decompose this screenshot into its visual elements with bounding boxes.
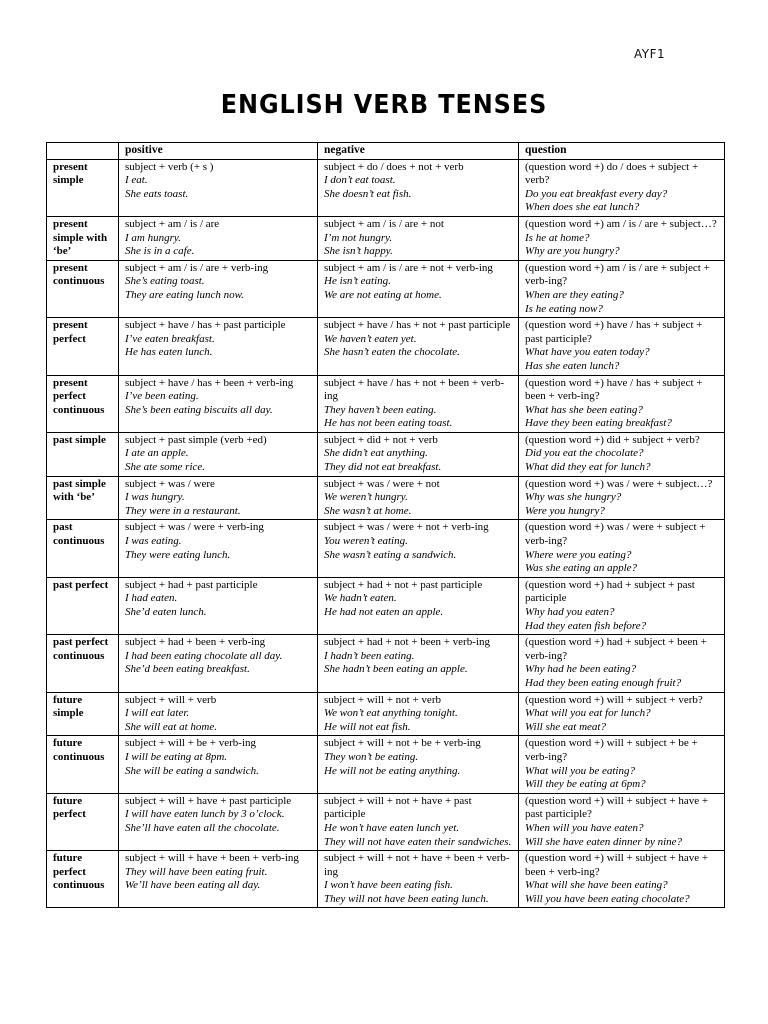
question-formula: (question word +) will + subject + be + verb-ing?	[525, 737, 698, 763]
positive-cell	[119, 318, 318, 375]
negative-formula: subject + did + not + verb	[324, 433, 438, 446]
negative-example: He has not been eating toast.	[324, 417, 453, 430]
negative-example: We weren’t hungry.	[324, 491, 408, 504]
positive-formula: subject + am / is / are + verb-ing	[125, 261, 269, 274]
positive-example: She ate some rice.	[125, 461, 206, 474]
header-row	[47, 143, 725, 160]
negative-formula: subject + have / has + not + been + verb-ing	[324, 376, 504, 403]
question-cell	[519, 260, 725, 317]
positive-cell	[119, 793, 318, 850]
negative-example: He isn’t eating.	[324, 275, 391, 288]
question-formula: (question word +) will + subject + have + been + verb-ing?	[525, 852, 709, 878]
positive-cell	[119, 577, 318, 634]
question-example: What will she have been eating?	[525, 879, 668, 892]
question-formula: (question word +) will + subject + verb?	[525, 693, 703, 706]
tense-name: future simple	[47, 692, 119, 736]
question-example: Will they be eating at 6pm?	[525, 778, 646, 791]
question-example: Why are you hungry?	[525, 245, 620, 258]
negative-formula: subject + will + not + be + verb-ing	[324, 737, 481, 750]
header-tense	[47, 143, 119, 160]
positive-cell	[119, 476, 318, 520]
header-question: question	[519, 143, 725, 160]
table-row	[47, 736, 725, 793]
question-example: Have they been eating breakfast?	[525, 417, 672, 430]
question-cell	[519, 851, 725, 908]
positive-cell	[119, 260, 318, 317]
question-example: Where were you eating?	[525, 548, 632, 561]
positive-example: He has eaten lunch.	[125, 346, 213, 359]
positive-example: I ate an apple.	[125, 447, 189, 460]
positive-example: She’s eating toast.	[125, 275, 205, 288]
negative-example: We hadn’t eaten.	[324, 592, 397, 605]
negative-formula: subject + had + not + past participle	[324, 578, 483, 591]
question-example: Is he at home?	[525, 231, 590, 244]
negative-cell	[318, 577, 519, 634]
question-example: Do you eat breakfast every day?	[525, 187, 668, 200]
tense-name: present perfect	[47, 318, 119, 375]
positive-example: They were eating lunch.	[125, 548, 231, 561]
positive-example: We’ll have been eating all day.	[125, 879, 261, 892]
negative-formula: subject + am / is / are + not + verb-ing	[324, 261, 493, 274]
question-cell	[519, 375, 725, 432]
table-row	[47, 793, 725, 850]
question-cell	[519, 216, 725, 260]
negative-cell	[318, 318, 519, 375]
question-example: Were you hungry?	[525, 504, 605, 517]
positive-example: I will be eating at 8pm.	[125, 750, 228, 763]
negative-example: I hadn’t been eating.	[324, 649, 415, 662]
negative-example: We haven’t eaten yet.	[324, 332, 417, 345]
question-formula: (question word +) will + subject + have + past participle?	[525, 794, 709, 821]
page-title: ENGLISH VERB TENSES	[220, 90, 548, 120]
positive-example: I am hungry.	[125, 231, 181, 244]
positive-example: I will have eaten lunch by 3 o’clock.	[125, 808, 285, 821]
negative-example: He will not eat fish.	[324, 720, 411, 733]
tense-name: past simple	[47, 432, 119, 476]
positive-example: I was eating.	[125, 535, 182, 548]
document-id-label: AYF1	[634, 47, 666, 61]
negative-example: She hasn’t eaten the chocolate.	[324, 346, 460, 359]
tense-name: future perfect continuous	[47, 851, 119, 908]
positive-example: She will eat at home.	[125, 720, 217, 733]
negative-example: You weren’t eating.	[324, 535, 408, 548]
question-formula: (question word +) was / were + subject + verb-ing?	[525, 521, 706, 548]
question-cell	[519, 736, 725, 793]
question-formula: (question word +) do / does + subject + verb?	[525, 160, 699, 187]
table-row	[47, 432, 725, 476]
question-formula: (question word +) am / is / are + subject…?	[525, 217, 717, 230]
negative-formula: subject + had + not + been + verb-ing	[324, 636, 490, 649]
question-cell	[519, 318, 725, 375]
negative-example: We won’t eat anything tonight.	[324, 707, 458, 720]
negative-cell	[318, 476, 519, 520]
question-example: Why had you eaten?	[525, 606, 615, 618]
tense-name: past continuous	[47, 520, 119, 577]
tense-name: present simple	[47, 159, 119, 216]
negative-example: She wasn’t at home.	[324, 504, 412, 517]
positive-example: They were in a restaurant.	[125, 504, 241, 517]
negative-cell	[318, 736, 519, 793]
question-cell	[519, 577, 725, 634]
question-example: Why had he been eating?	[525, 663, 637, 676]
negative-example: He will not be eating anything.	[324, 764, 461, 777]
table-row	[47, 216, 725, 260]
positive-cell	[119, 375, 318, 432]
question-example: Will she have eaten dinner by nine?	[525, 835, 683, 848]
positive-example: I’ve eaten breakfast.	[125, 332, 215, 345]
negative-cell	[318, 692, 519, 736]
negative-example: He won’t have eaten lunch yet.	[324, 821, 460, 834]
negative-example: They will not have eaten their sandwiches.	[324, 835, 512, 848]
positive-formula: subject + past simple (verb +ed)	[125, 433, 267, 446]
tense-name: past simple with ‘be’	[47, 476, 119, 520]
negative-formula: subject + will + not + verb	[324, 693, 441, 706]
question-formula: (question word +) have / has + subject + been + verb-ing?	[525, 376, 703, 403]
question-cell	[519, 692, 725, 736]
positive-example: I had eaten.	[125, 592, 178, 605]
question-example: What will you be eating?	[525, 764, 635, 777]
positive-formula: subject + will + have + past participle	[125, 794, 292, 807]
positive-example: I’ve been eating.	[125, 390, 199, 403]
tense-name: present perfect continuous	[47, 375, 119, 432]
question-cell	[519, 159, 725, 216]
positive-formula: subject + was / were	[125, 477, 215, 490]
positive-cell	[119, 635, 318, 692]
negative-example: We are not eating at home.	[324, 288, 442, 301]
negative-example: She didn’t eat anything.	[324, 447, 428, 460]
positive-formula: subject + was / were + verb-ing	[125, 521, 264, 534]
negative-cell	[318, 793, 519, 850]
question-cell	[519, 476, 725, 520]
negative-cell	[318, 260, 519, 317]
question-example: Is he eating now?	[525, 302, 603, 315]
tense-name: past perfect	[47, 577, 119, 634]
positive-example: She eats toast.	[125, 187, 189, 200]
question-formula: (question word +) was / were + subject…?	[525, 477, 713, 490]
positive-cell	[119, 159, 318, 216]
negative-example: They did not eat breakfast.	[324, 461, 442, 474]
positive-cell	[119, 736, 318, 793]
negative-cell	[318, 216, 519, 260]
negative-formula: subject + do / does + not + verb	[324, 160, 464, 173]
positive-example: I will eat later.	[125, 707, 190, 720]
negative-example: They won’t be eating.	[324, 750, 419, 763]
verb-tenses-table	[46, 142, 725, 908]
negative-example: She hadn’t been eating an apple.	[324, 663, 468, 676]
table-row	[47, 375, 725, 432]
question-example: When does she eat lunch?	[525, 201, 640, 214]
table-row	[47, 520, 725, 577]
positive-example: She’d been eating breakfast.	[125, 663, 250, 676]
negative-formula: subject + am / is / are + not	[324, 217, 444, 230]
table-row	[47, 159, 725, 216]
question-example: Had they eaten fish before?	[525, 619, 647, 632]
positive-formula: subject + will + have + been + verb-ing	[125, 852, 299, 865]
question-example: Will you have been eating chocolate?	[525, 892, 690, 905]
positive-example: She’d eaten lunch.	[125, 606, 207, 618]
positive-formula: subject + had + been + verb-ing	[125, 636, 266, 649]
table-row	[47, 260, 725, 317]
table-body	[47, 159, 725, 908]
negative-cell	[318, 520, 519, 577]
negative-formula: subject + was / were + not + verb-ing	[324, 521, 489, 534]
negative-example: She isn’t happy.	[324, 245, 393, 258]
positive-formula: subject + will + be + verb-ing	[125, 737, 257, 750]
positive-formula: subject + have / has + past participle	[125, 319, 286, 332]
question-formula: (question word +) had + subject + past participle	[525, 578, 695, 605]
tense-name: past perfect continuous	[47, 635, 119, 692]
question-formula: (question word +) had + subject + been + verb-ing?	[525, 636, 707, 662]
negative-example: They haven’t been eating.	[324, 403, 437, 416]
negative-cell	[318, 635, 519, 692]
question-example: What has she been eating?	[525, 403, 643, 416]
question-example: Did you eat the chocolate?	[525, 447, 644, 460]
table-row	[47, 692, 725, 736]
positive-example: She’ll have eaten all the chocolate.	[125, 821, 280, 834]
table-row	[47, 635, 725, 692]
positive-example: They will have been eating fruit.	[125, 865, 268, 878]
question-example: Why was she hungry?	[525, 491, 622, 504]
positive-formula: subject + am / is / are	[125, 217, 220, 230]
positive-example: They are eating lunch now.	[125, 288, 244, 301]
negative-cell	[318, 851, 519, 908]
table-row	[47, 577, 725, 634]
positive-cell	[119, 520, 318, 577]
negative-example: She wasn’t eating a sandwich.	[324, 548, 457, 561]
positive-example: I eat.	[125, 174, 148, 187]
negative-cell	[318, 375, 519, 432]
positive-formula: subject + have / has + been + verb-ing	[125, 376, 294, 389]
positive-cell	[119, 216, 318, 260]
positive-formula: subject + verb (+ s )	[125, 160, 214, 173]
negative-example: He had not eaten an apple.	[324, 606, 444, 618]
negative-example: They will not have been eating lunch.	[324, 892, 489, 905]
negative-example: I’m not hungry.	[324, 231, 393, 244]
question-cell	[519, 793, 725, 850]
positive-formula: subject + will + verb	[125, 693, 217, 706]
question-cell	[519, 432, 725, 476]
question-cell	[519, 635, 725, 692]
table-row	[47, 476, 725, 520]
negative-cell	[318, 432, 519, 476]
positive-example: I was hungry.	[125, 491, 185, 504]
question-example: Has she eaten lunch?	[525, 359, 620, 372]
question-example: What have you eaten today?	[525, 346, 650, 359]
positive-cell	[119, 432, 318, 476]
positive-example: She will be eating a sandwich.	[125, 764, 259, 777]
negative-cell	[318, 159, 519, 216]
table-header	[47, 143, 725, 160]
negative-formula: subject + will + not + have + past participle	[324, 794, 472, 821]
question-example: When will you have eaten?	[525, 821, 644, 834]
positive-cell	[119, 692, 318, 736]
header-positive: positive	[119, 143, 318, 160]
tense-name: future continuous	[47, 736, 119, 793]
positive-example: She’s been eating biscuits all day.	[125, 403, 273, 416]
negative-formula: subject + was / were + not	[324, 477, 440, 490]
negative-formula: subject + have / has + not + past participle	[324, 319, 511, 332]
question-cell	[519, 520, 725, 577]
table-row	[47, 851, 725, 908]
negative-example: She doesn’t eat fish.	[324, 187, 412, 200]
negative-example: I won’t have been eating fish.	[324, 879, 453, 892]
question-example: When are they eating?	[525, 288, 624, 301]
question-example: Was she eating an apple?	[525, 562, 638, 575]
question-example: Will she eat meat?	[525, 720, 606, 733]
question-example: What will you eat for lunch?	[525, 707, 651, 720]
positive-example: She is in a cafe.	[125, 245, 195, 258]
header-negative: negative	[318, 143, 519, 160]
question-example: Had they been eating enough fruit?	[525, 676, 682, 689]
negative-example: I don’t eat toast.	[324, 174, 396, 187]
table-row	[47, 318, 725, 375]
positive-cell	[119, 851, 318, 908]
positive-example: I had been eating chocolate all day.	[125, 649, 283, 662]
tense-name: present continuous	[47, 260, 119, 317]
tense-name: future perfect	[47, 793, 119, 850]
negative-formula: subject + will + not + have + been + verb-ing	[324, 852, 510, 878]
question-formula: (question word +) did + subject + verb?	[525, 433, 700, 446]
positive-formula: subject + had + past participle	[125, 578, 258, 591]
question-formula: (question word +) have / has + subject + past participle?	[525, 319, 703, 345]
question-example: What did they eat for lunch?	[525, 461, 651, 474]
question-formula: (question word +) am / is / are + subject + verb-ing?	[525, 261, 710, 288]
tense-name: present simple with ‘be’	[47, 216, 119, 260]
